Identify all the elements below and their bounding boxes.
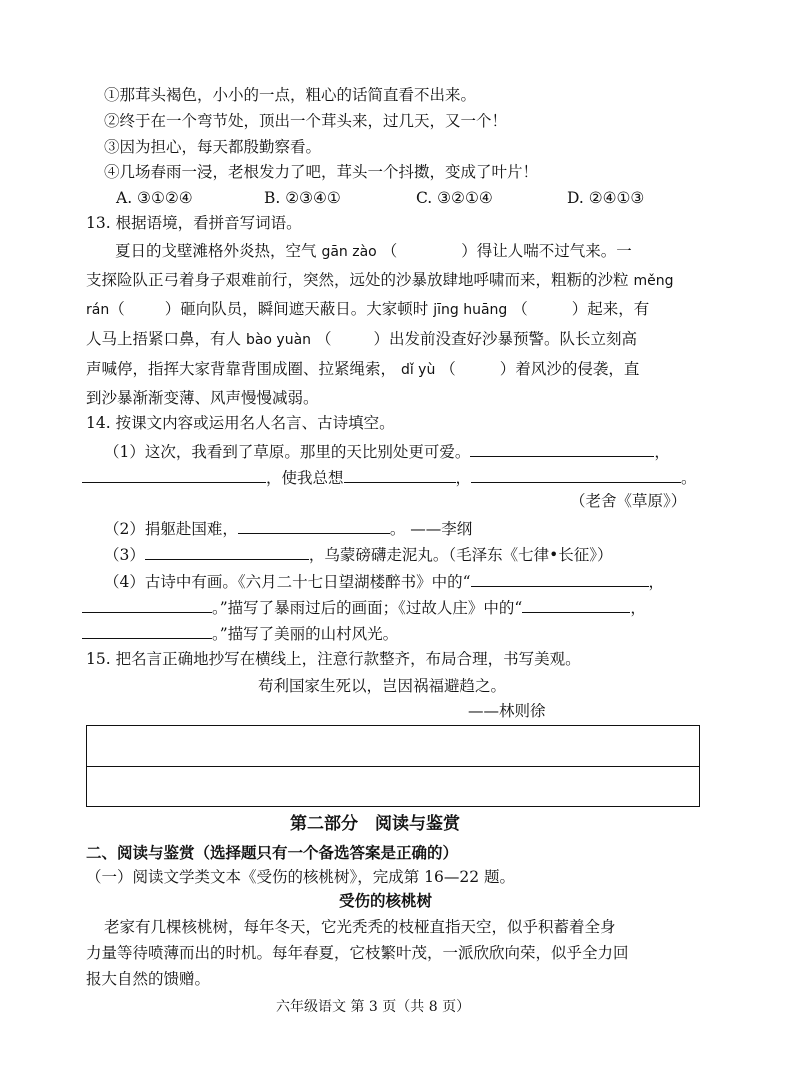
q14-item-4: （4）古诗中有画。《六月二十七日望湖楼醉书》中的“ ， [104, 570, 664, 593]
q13-text: 出发前没查好沙暴预警。队长立刻高 [389, 330, 638, 348]
q14-item-1-cont: ，使我总想 ， 。 [82, 466, 697, 489]
q14-text: ，使我总想 [266, 469, 344, 487]
pinyin-label: bào yuàn [245, 332, 312, 348]
q13-text: 声喊停，指挥大家背靠背围成圈、拉紧绳索， [86, 360, 397, 378]
q13-text: 支探险队正弓着身子艰难前行，突然，远处的沙暴放肆地呼啸而来，粗粝的沙粒 [86, 271, 629, 289]
q14-title: 14. 按课文内容或运用名人名言、古诗填空。 [86, 414, 395, 432]
q14-item-2 [104, 517, 472, 540]
q14-text: ，乌蒙磅礴走泥丸。（毛泽东《七律•长征》） [308, 546, 613, 564]
q15-title: 15. 把名言正确地抄写在横线上，注意行款整齐，布局合理，书写美观。 [86, 650, 581, 668]
q12-option-a[interactable]: A. ③①②④ [116, 189, 193, 207]
article-para-line-1: 老家有几棵核桃树，每年冬天，它光秃秃的枝桠直指天空，似乎积蓄着全身 [104, 918, 616, 936]
q12-option-b[interactable]: B. ②③④① [264, 189, 341, 207]
section-heading: 二、阅读与鉴赏（选择题只有一个备选答案是正确的） [86, 844, 459, 862]
answer-blank[interactable] [522, 596, 630, 613]
answer-paren[interactable]: （ ） [315, 330, 390, 348]
part-heading: 第二部分 阅读与鉴赏 [290, 814, 460, 834]
answer-paren[interactable]: （ ） [109, 300, 181, 318]
article-para-line-2: 力量等待喷薄而出的时机。每年春夏，它枝繁叶茂，一派欣欣向荣，似乎全力回 [86, 944, 629, 962]
answer-paren[interactable]: （ ） [440, 360, 516, 378]
q14-source-1: （老舍《草原》） [570, 492, 687, 510]
q13-text: 夏日的戈壁滩格外炎热，空气 [115, 242, 317, 260]
answer-blank[interactable] [82, 622, 212, 639]
q14-text: 。”描写了暴雨过后的画面；《过故人庄》中的“ [212, 599, 523, 617]
pinyin-label: jīng huāng [433, 302, 508, 318]
page-footer: 六年级语文 第 3 页（共 8 页） [276, 999, 471, 1015]
q12-option-c[interactable]: C. ③②①④ [416, 189, 493, 207]
pinyin-label: rán [86, 302, 110, 318]
q14-text: （2）捐躯赴国难， [104, 520, 238, 538]
q13-para-line-1 [115, 240, 632, 263]
q14-text: 。”描写了美丽的山村风光。 [212, 625, 399, 643]
answer-blank[interactable] [470, 440, 654, 457]
box-divider [87, 766, 699, 767]
answer-blank[interactable] [82, 596, 212, 613]
article-title: 受伤的核桃树 [339, 892, 433, 910]
q12-line-4: ④几场春雨一浸，老根发力了吧，茸头一个抖擞，变成了叶片！ [104, 163, 539, 181]
q13-para-line-3 [86, 298, 649, 321]
q14-item-3 [104, 543, 613, 566]
q14-text: 。 ——李纲 [389, 520, 473, 538]
q14-text: （4）古诗中有画。《六月二十七日望湖楼醉书》中的“ [104, 573, 471, 591]
q14-item-1: （1）这次，我看到了草原。那里的天比别处更可爱。 ， [104, 440, 670, 463]
q12-line-3: ③因为担心，每天都殷勤察看。 [104, 138, 322, 156]
q14-item-4-cont: 。”描写了暴雨过后的画面；《过故人庄》中的“ ， [82, 596, 646, 619]
answer-blank[interactable] [145, 543, 309, 560]
answer-blank[interactable] [471, 466, 681, 483]
answer-blank[interactable] [82, 466, 266, 483]
q14-text: （1）这次，我看到了草原。那里的天比别处更可爱。 [104, 443, 471, 461]
q13-text: 人马上捂紧口鼻，有人 [86, 330, 242, 348]
article-para-line-3: 报大自然的馈赠。 [86, 970, 211, 988]
answer-paren[interactable]: （ ） [381, 242, 477, 260]
answer-paren[interactable]: （ ） [512, 300, 588, 318]
q13-para-line-2 [86, 269, 673, 292]
q12-option-d[interactable]: D. ②④①③ [567, 189, 645, 207]
q13-para-line-4 [86, 328, 637, 351]
answer-blank[interactable] [344, 466, 456, 483]
q15-quote: 苟利国家生死以，岂因祸福避趋之。 [258, 677, 507, 695]
pinyin-label: gān zào [321, 244, 377, 260]
q14-text: （3） [104, 546, 145, 564]
q13-text: 起来，有 [587, 300, 650, 318]
copy-writing-box[interactable] [86, 725, 700, 807]
q15-author: ——林则徐 [468, 702, 546, 720]
q14-item-4-cont2 [82, 622, 398, 645]
q13-text: 着风沙的侵袭，直 [515, 360, 640, 378]
q13-para-line-6: 到沙暴渐渐变薄、风声慢慢减弱。 [86, 389, 319, 407]
pinyin-label: dǐ yù [400, 362, 436, 378]
answer-blank[interactable] [471, 570, 649, 587]
pinyin-label: měng [633, 273, 674, 289]
q13-text: 砸向队员，瞬间遮天蔽日。大家顿时 [180, 300, 429, 318]
section-subheading: （一）阅读文学类文本《受伤的核桃树》，完成第 16—22 题。 [86, 868, 516, 886]
q13-text: 得让人喘不过气来。一 [476, 242, 632, 260]
q13-title: 13. 根据语境，看拼音写词语。 [86, 214, 302, 232]
q12-line-1: ①那茸头褐色，小小的一点，粗心的话简直看不出来。 [104, 86, 477, 104]
q12-line-2: ②终于在一个弯节处，顶出一个茸头来，过几天，又一个！ [104, 112, 508, 130]
q13-para-line-5 [86, 358, 639, 381]
answer-blank[interactable] [238, 517, 390, 534]
